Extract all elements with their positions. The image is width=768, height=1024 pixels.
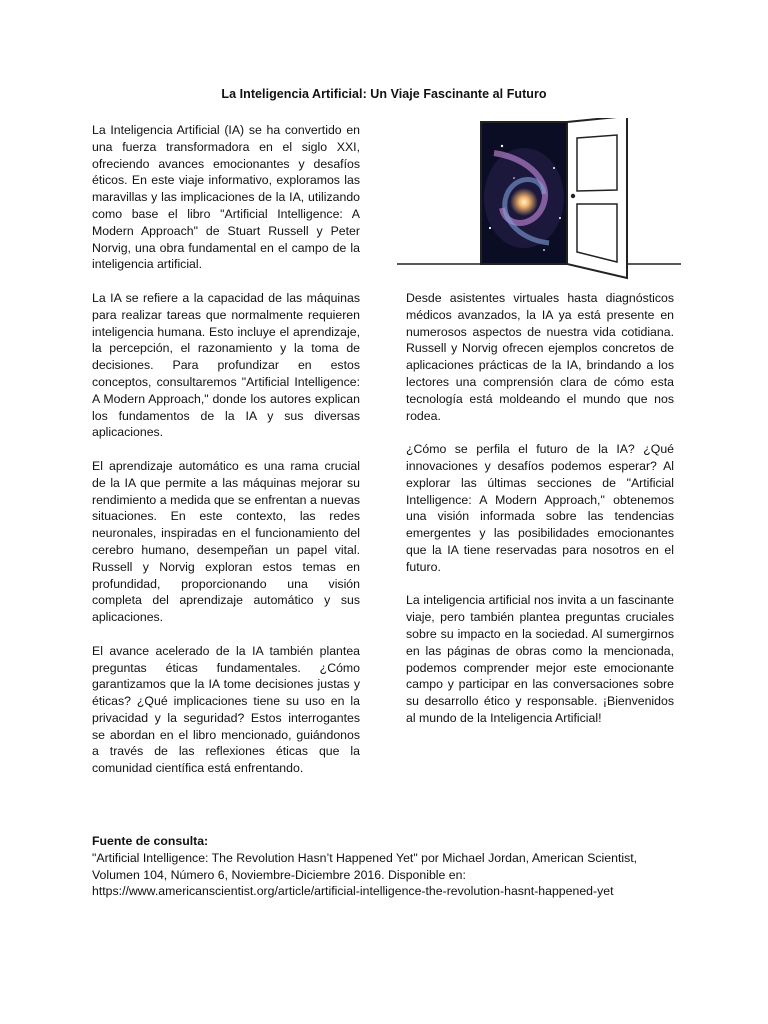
left-column — [92, 122, 360, 794]
right-column — [406, 290, 674, 744]
paragraph-applications: Desde asistentes virtuales hasta diagnósticos médicos avanzados, la IA ya está presente en numerosos aspectos de nuestra vida cotidiana. Russell y Norvig ofrecen ejemplos concretos de aplicaciones prácticas de la IA, brindando a los lectores una comprensión clara de cómo esta tecnología está moldeando el mundo que nos rodea. — [406, 291, 674, 423]
paragraph-machine-learning: El aprendizaje automático es una rama crucial de la IA que permite a las máquinas mejorar su rendimiento a medida que se enfrentan a nuevas situaciones. En este contexto, las redes neuronales, inspiradas en el funcionamiento del cerebro humano, desempeñan un papel vital. Russell y Norvig exploran estos temas en profundidad, proporcionando una visión completa del aprendizaje automático y sus aplicaciones. — [92, 458, 360, 625]
source-citation: "Artificial Intelligence: The Revolution Hasn’t Happened Yet" por Michael Jordan, American Scientist, Volumen 104, Número 6, Noviembre-Diciembre 2016. Disponible en: — [92, 850, 638, 882]
paragraph-future: ¿Cómo se perfila el futuro de la IA? ¿Qué innovaciones y desafíos podemos esperar? Al explorar las últimas secciones de "Artificial Intelligence: A Modern Approach," obtenemos una visión informada sobre las tendencias emergentes y las posibilidades emocionantes que la IA tiene reservadas para nosotros en el futuro. — [406, 442, 674, 574]
paragraph-conclusion: La inteligencia artificial nos invita a un fascinante viaje, pero también plantea preguntas cruciales sobre su impacto en la sociedad. Al sumergirnos en las páginas de obras como la mencionada, podemos comprender mejor este emocionante campo y participar en las conversaciones sobre su desarrollo ético y responsable. ¡Bienvenidos al mundo de la Inteligencia Artificial! — [406, 593, 674, 725]
source-reference — [92, 833, 652, 900]
source-label: Fuente de consulta: — [92, 834, 209, 848]
paragraph-definition: La IA se refiere a la capacidad de las máquinas para realizar tareas que normalmente requieren inteligencia humana. Esto incluye el aprendizaje, la percepción, el razonamiento y la toma de decisiones. Para profundizar en estos conceptos, consultaremos "Artificial Intelligence: A Modern Approach," donde los autores explican los fundamentos de la IA y sus diversas aplicaciones. — [92, 290, 360, 440]
source-url[interactable]: https://www.americanscientist.org/article/artificial-intelligence-the-revolution-hasnt-happened-yet — [92, 884, 614, 899]
page-title: La Inteligencia Artificial: Un Viaje Fascinante al Futuro — [221, 87, 547, 101]
paragraph-intro: La Inteligencia Artificial (IA) se ha convertido en una fuerza transformadora en el siglo XXI, ofreciendo avances emocionantes y desafíos éticos. En este viaje informativo, exploramos las maravillas y las implicaciones de la IA, utilizando como base el libro "Artificial Intelligence: A Modern Approach" de Stuart Russell y Peter Norvig, una obra fundamental en el campo de la inteligencia artificial. — [92, 123, 360, 272]
open-door-galaxy-illustration — [397, 118, 681, 282]
open-door-galaxy-icon — [397, 118, 681, 282]
paragraph-ethics: El avance acelerado de la IA también plantea preguntas éticas fundamentales. ¿Cómo garantizamos que la IA tome decisiones justas y éticas? ¿Qué implicaciones tiene su uso en la privacidad y la seguridad? Estos interrogantes se abordan en el libro mencionado, guiándonos a través de las reflexiones éticas que la comunidad científica está enfrentando. — [92, 643, 360, 776]
